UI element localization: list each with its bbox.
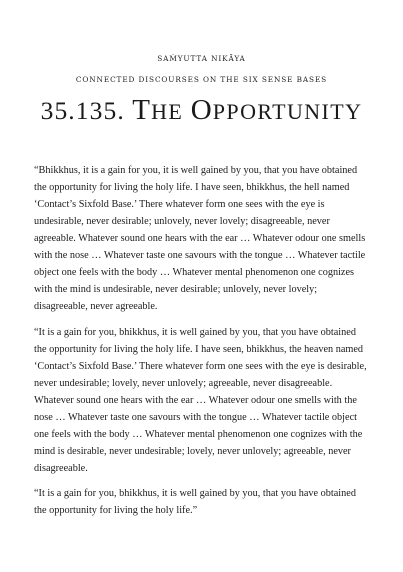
text-line: agreeable. Whatever sound one hears with the ear … Whatever odour one smells: [34, 233, 366, 244]
text-line: with the nose … Whatever taste one savours with the tongue … Whatever tactile: [34, 250, 366, 261]
title-number: 35.135.: [40, 96, 133, 125]
document-body: [34, 162, 370, 528]
page-title: [0, 93, 403, 129]
text-line: undesirable, never desirable; unlovely, never lovely; disagreeable, never: [34, 216, 330, 227]
collection-subtitle: CONNECTED DISCOURSES ON THE SIX SENSE BASES: [75, 75, 328, 84]
text-line: disagreeable, never agreeable.: [34, 301, 158, 312]
text-line: nose … Whatever taste one savours with the tongue … Whatever tactile object: [34, 411, 357, 423]
text-line: with the mind is undesirable, never desirable; unlovely, never lovely;: [34, 284, 318, 295]
title-text: THE OPPORTUNITY: [132, 94, 363, 126]
text-line: disagreeable.: [34, 462, 88, 474]
text-line: ‘Contact’s Sixfold Base.’ There whatever form one sees with the eye is: [34, 199, 325, 210]
text-line: the opportunity for living the holy life. I have seen, bhikkhus, the hell named: [34, 182, 350, 193]
text-line: “Bhikkhus, it is a gain for you, it is well gained by you, that you have obtained: [34, 165, 358, 176]
paragraph-3: [34, 485, 370, 519]
text-line: “It is a gain for you, bhikkhus, it is well gained by you, that you have obtained: [34, 326, 356, 338]
paragraph-2: [34, 324, 370, 477]
text-line: “It is a gain for you, bhikkhus, it is well gained by you, that you have obtained: [34, 488, 356, 499]
text-line: the opportunity for living the holy life. I have seen, bhikkhus, the heaven named: [34, 343, 364, 355]
text-line: object one feels with the body … Whatever mental phenomenon one cognizes: [34, 267, 355, 278]
text-line: Whatever sound one hears with the ear … Whatever odour one smells with the: [34, 394, 357, 406]
text-line: ‘Contact’s Sixfold Base.’ There whatever form one sees with the eye is desirable,: [34, 360, 367, 372]
text-line: mind is desirable, never undesirable; lovely, never unlovely; agreeable, never: [34, 445, 351, 457]
text-line: the opportunity for living the holy life.”: [34, 505, 198, 516]
collection-name: SAṀYUTTA NIKĀYA: [157, 54, 246, 63]
text-line: never undesirable; lovely, never unlovely; agreeable, never disagreeable.: [34, 377, 333, 389]
paragraph-1: [34, 162, 370, 315]
text-line: one feels with the body … Whatever mental phenomenon one cognizes with the: [34, 428, 363, 440]
